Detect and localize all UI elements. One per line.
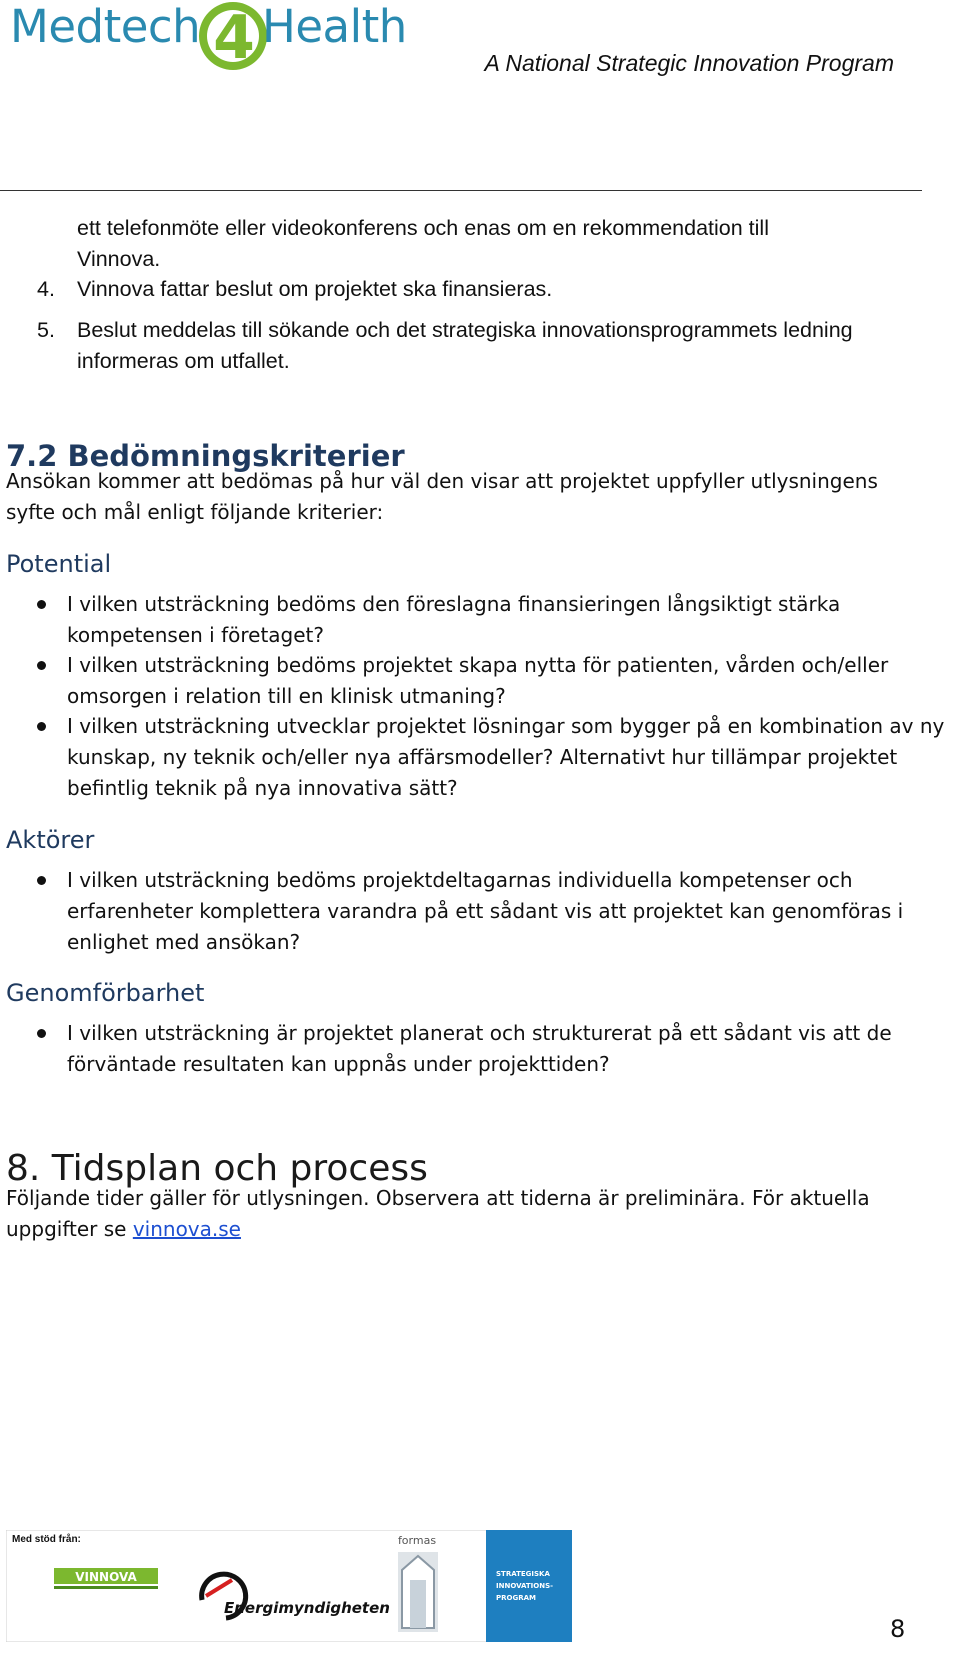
- bullet-icon: [37, 1029, 46, 1038]
- bullet-text: I vilken utsträckning bedöms projektdeltagarnas individuella kompetenser och erfarenheter komplettera varandra på ett sådant vis att projektet kan genomföras i enlighet med ansökan?: [67, 868, 904, 954]
- vinnova-logo-text: VINNOVA: [75, 1570, 137, 1584]
- vinnova-link[interactable]: vinnova.se: [132, 1217, 241, 1241]
- medtech4health-logo: [10, 0, 410, 80]
- energimyndigheten-logo-text: Energimyndigheten: [224, 1599, 390, 1617]
- sponsor-banner: [6, 1530, 572, 1642]
- item-text: Beslut meddelas till sökande och det strategiska innovationsprogrammets ledning informeras om utfallet.: [77, 318, 853, 373]
- list-continuation: [77, 213, 937, 275]
- bullet-icon: [37, 600, 46, 609]
- sip-logo-line-1: STRATEGISKA: [496, 1570, 550, 1578]
- item-number: 4.: [37, 277, 55, 301]
- subheading-genomforbarhet: Genomförbarhet: [6, 979, 205, 1007]
- logo-text-health: Health: [262, 0, 407, 53]
- item-text: Vinnova fattar beslut om projektet ska finansieras.: [77, 277, 553, 301]
- continuation-line-2: Vinnova.: [77, 247, 161, 271]
- subheading-aktorer: Aktörer: [6, 826, 95, 854]
- formas-logo-text: formas: [397, 1534, 437, 1547]
- program-tagline: A National Strategic Innovation Program: [484, 50, 894, 76]
- item-number: 5.: [37, 318, 55, 342]
- sip-logo: [486, 1530, 572, 1642]
- section-8-text: [6, 1183, 926, 1245]
- page-number: 8: [890, 1615, 906, 1643]
- continuation-line-1: ett telefonmöte eller videokonferens och enas om en rekommendation till: [77, 216, 769, 240]
- sip-logo-line-2: INNOVATIONS-: [496, 1582, 554, 1590]
- logo-text-medtech: Medtech: [10, 0, 201, 53]
- bullet-text: I vilken utsträckning bedöms den föreslagna finansieringen långsiktigt stärka kompetensen i företaget?: [67, 592, 841, 647]
- section-heading-7-2: 7.2 Bedömningskriterier: [6, 439, 405, 473]
- bullet-text: I vilken utsträckning utvecklar projektet lösningar som bygger på en kombination av ny kunskap, ny teknik och/eller nya affärsmodeller? Alternativt hur tillämpar projektet befintlig teknik på nya innovativa sätt?: [67, 714, 945, 800]
- section-7-2-intro: Ansökan kommer att bedömas på hur väl den visar att projektet uppfyller utlysningens syfte och mål enligt följande kriterier:: [6, 469, 878, 524]
- subheading-potential: Potential: [6, 550, 112, 578]
- bullet-icon: [37, 661, 46, 670]
- bullet-icon: [37, 722, 46, 731]
- section-heading-8: 8. Tidsplan och process: [6, 1148, 428, 1189]
- bullet-icon: [37, 876, 46, 885]
- bullet-text: I vilken utsträckning bedöms projektet skapa nytta för patienten, vården och/eller omsorgen i relation till en klinisk utmaning?: [67, 653, 889, 708]
- support-label: Med stöd från:: [12, 1534, 81, 1545]
- section-8-body: Följande tider gäller för utlysningen. Observera att tiderna är preliminära. För aktuella uppgifter se: [6, 1186, 870, 1241]
- sip-logo-line-3: PROGRAM: [496, 1594, 536, 1602]
- bullet-text: I vilken utsträckning är projektet planerat och strukturerat på ett sådant vis att de förväntade resultaten kan uppnås under projekttiden?: [67, 1021, 892, 1076]
- header-divider: [0, 190, 922, 191]
- logo-badge-digit: 4: [213, 3, 255, 72]
